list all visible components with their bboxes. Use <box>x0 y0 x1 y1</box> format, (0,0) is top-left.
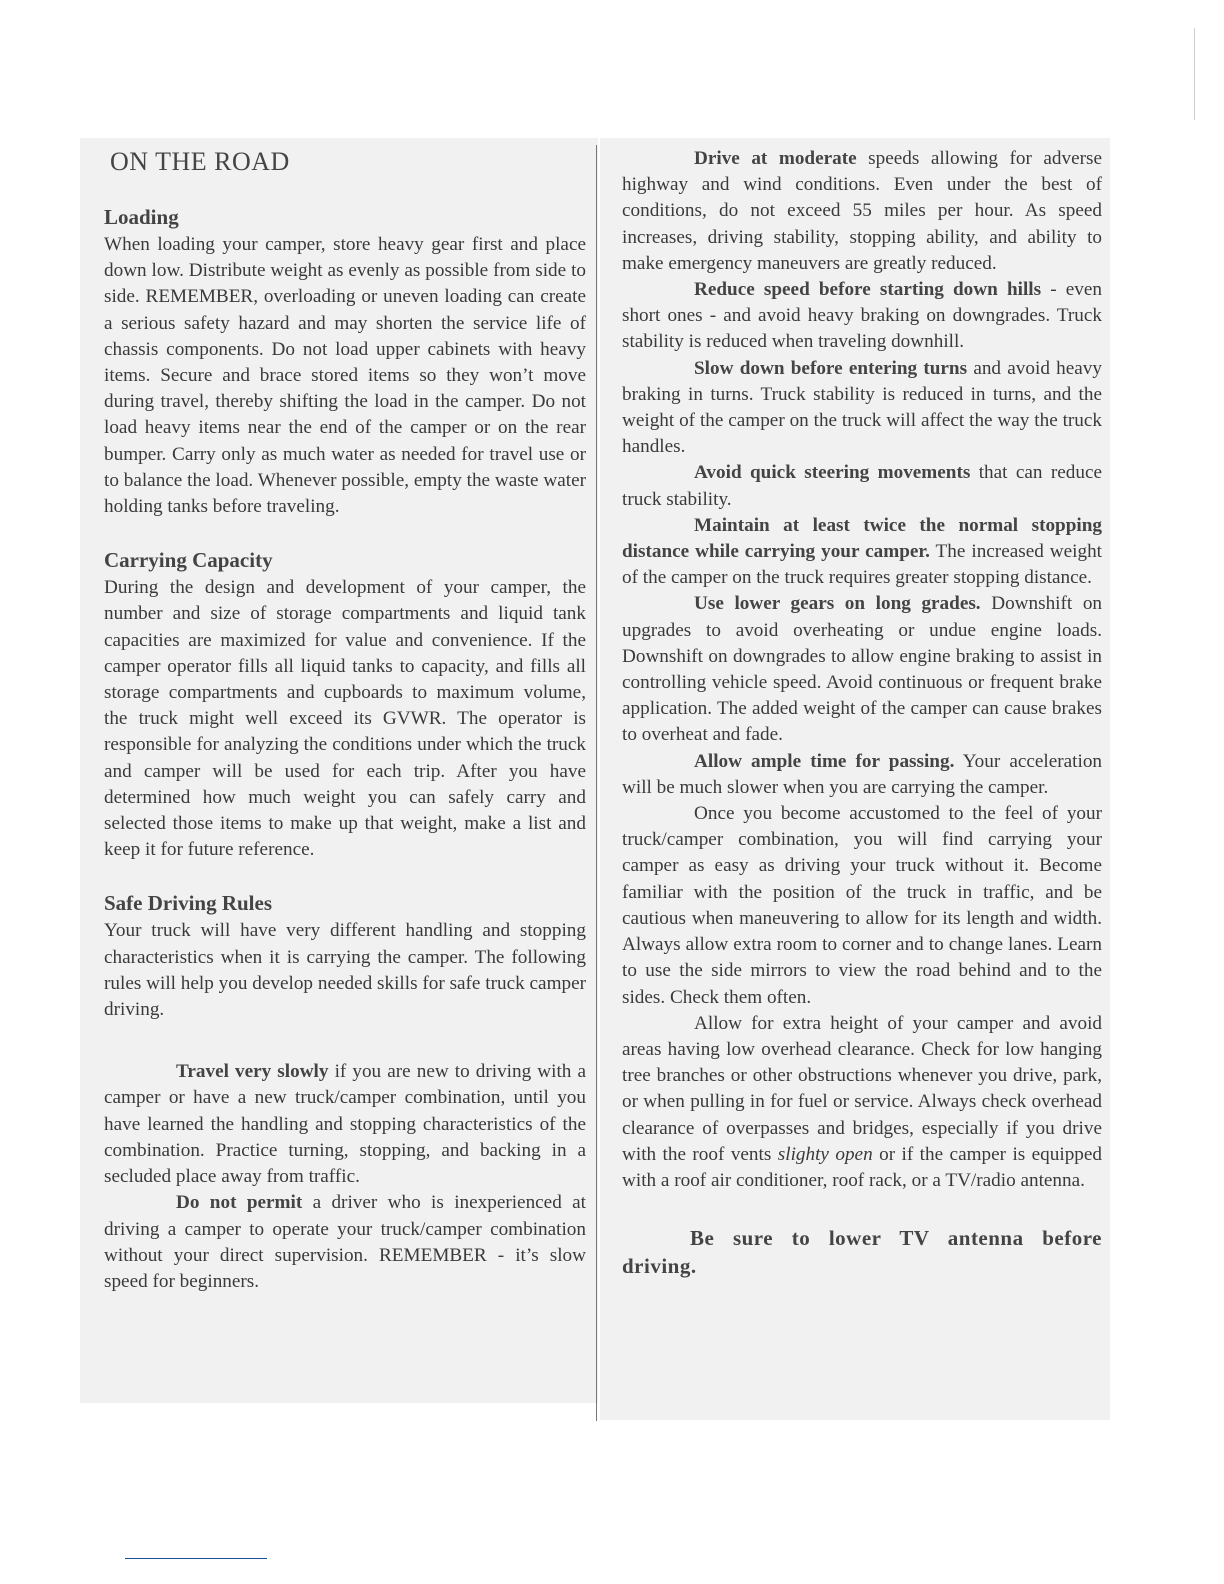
clearance-italic: slighty open <box>777 1143 873 1165</box>
rule-lead: Maintain at least twice the normal stopping distance while carrying your camper. <box>622 514 1102 563</box>
rule-slow-down-turns <box>622 356 1102 461</box>
left-column <box>104 145 586 1295</box>
rule-lower-gears <box>622 591 1102 748</box>
right-column <box>622 146 1102 1280</box>
loading-paragraph: When loading your camper, store heavy gear first and place down low. Distribute weight as evenly as possible from side to side. REMEMBER, overloading or uneven loading can create a serious safety hazard and may shorten the service life of chassis components. Do not load upper cabinets with heavy items. Secure and brace stored items so they won’t move during travel, thereby shifting the load in the camper. Do not load heavy items near the end of the camper or on the rear bumper. Carry only as much water as needed for travel use or to balance the load. Whenever possible, empty the waste water holding tanks before traveling. <box>104 234 586 518</box>
rule-lead: Travel very slowly <box>176 1061 329 1083</box>
rule-body: and avoid heavy braking in turns. Truck stability is reduced in turns, and the weight of the camper on the truck will affect the way the truck handles. <box>622 357 1102 458</box>
rule-avoid-quick-steering <box>622 460 1102 512</box>
rule-body: that can reduce truck stability. <box>622 462 1103 510</box>
rule-lead: Drive at moderate <box>694 148 857 169</box>
rule-stopping-distance <box>622 513 1102 592</box>
section-heading-safe-driving-rules: Safe Driving Rules <box>104 891 272 916</box>
section-heading-carrying-capacity: Carrying Capacity <box>104 548 273 573</box>
rule-body: if you are new to driving with a camper or have a new truck/camper combination, until you have learned the handling and stopping characteristics of the combination. Practice turning, stopping, and backing in a secluded place away from traffic. <box>104 1061 586 1188</box>
column-divider <box>596 145 597 1421</box>
clearance-text-start: Allow for extra height of your camper and avoid areas having low overhead clearance. Check for low hanging tree branches or other obstructions whenever you drive, park, or when pulling in for fuel or service. Always check overhead clearance of overpasses and bridges, especially if you drive with the roof vents <box>622 1012 1102 1165</box>
rule-body: - even short ones - and avoid heavy braking on downgrades. Truck stability is reduced when traveling downhill. <box>622 279 1102 353</box>
rule-body: Downshift on upgrades to avoid overheating or undue engine loads. Downshift on downgrades to allow engine braking to assist in controlling vehicle speed. Avoid continuous or frequent brake application. The added weight of the camper can cause brakes to overheat and fade. <box>622 593 1103 746</box>
section-heading-loading: Loading <box>104 205 179 229</box>
rule-body: Your acceleration will be much slower when you are carrying the camper. <box>622 750 1103 798</box>
rule-body: a driver who is inexperienced at driving a camper to operate your truck/camper combination without your direct supervision. REMEMBER - it’s slow speed for beginners. <box>104 1192 587 1292</box>
rule-drive-moderate <box>622 146 1102 277</box>
rule-lead: Allow ample time for passing. <box>694 750 955 772</box>
antenna-warning: Be sure to lower TV antenna before driving. <box>622 1226 1102 1279</box>
carrying-capacity-paragraph: During the design and development of your camper, the number and size of storage compartments and liquid tank capacities are maximized for value and convenience. If the camper operator fills all liquid tanks to capacity, and fills all storage compartments and cupboards to maximum volume, the truck might well exceed its GVWR. The operator is responsible for analyzing the conditions under which the truck and camper will be used for each trip. After you have determined how much weight you can safely carry and selected those items to make up that weight, make a list and keep it for future reference. <box>104 577 586 861</box>
rule-body: speeds allowing for adverse highway and wind conditions. Even under the best of conditions, do not exceed 55 miles per hour. As speed increases, driving stability, stopping ability, and ability to make emergency maneuvers are greatly reduced. <box>622 148 1102 274</box>
rule-body: The increased weight of the camper on the truck requires greater stopping distance. <box>622 541 1102 589</box>
accustomed-paragraph: Once you become accustomed to the feel of your truck/camper combination, you will find carrying your camper as easy as driving your truck without it. Become familiar with the position of the truck in traffic, and be cautious when maneuvering to allow for its length and width. Always allow extra room to corner and to change lanes. Learn to use the side mirrors to view the road behind and to the sides. Check them often. <box>622 803 1102 1008</box>
safe-driving-rules-paragraph: Your truck will have very different handling and stopping characteristics when it is carrying the camper. The following rules will help you develop needed skills for safe truck camper driving. <box>104 920 586 1021</box>
rule-lead: Reduce speed before starting down hills <box>694 279 1042 301</box>
rule-lead: Do not permit <box>176 1192 303 1214</box>
rule-reduce-speed <box>622 277 1102 356</box>
bottom-rule <box>125 1558 267 1559</box>
rule-passing <box>622 749 1102 801</box>
rule-travel-slowly <box>104 1059 586 1190</box>
rule-lead: Use lower gears on long grades. <box>694 593 981 615</box>
rule-lead: Avoid quick steering movements <box>694 462 971 484</box>
scan-edge-mark <box>1194 28 1195 120</box>
overhead-clearance-paragraph <box>622 1011 1102 1194</box>
clearance-text-end: or if the camper is equipped with a roof air conditioner, roof rack, or a TV/radio antenna. <box>622 1143 1103 1191</box>
page-title: ON THE ROAD <box>110 147 290 176</box>
rule-do-not-permit <box>104 1190 586 1295</box>
rule-lead: Slow down before entering turns <box>694 357 968 379</box>
